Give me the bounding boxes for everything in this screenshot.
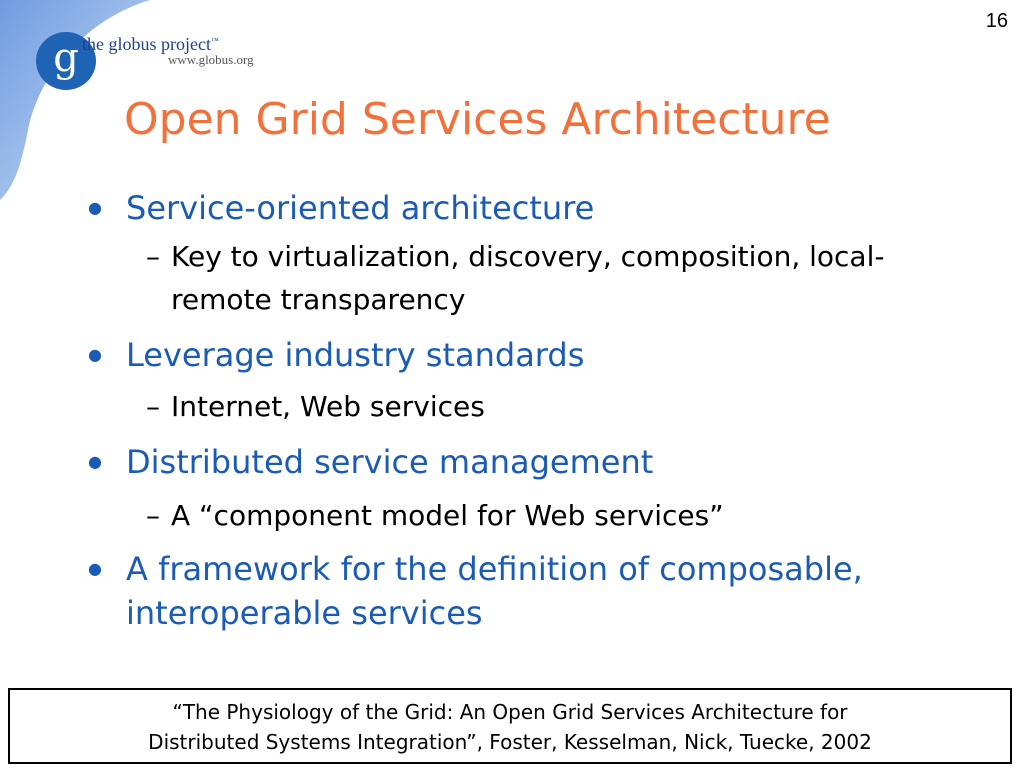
bullet-dot-icon: ● bbox=[88, 452, 102, 471]
bullet-item bbox=[86, 186, 936, 230]
sub-bullet-item bbox=[126, 494, 936, 537]
bullet-item bbox=[86, 333, 936, 377]
dash-icon: – bbox=[146, 240, 160, 273]
citation-line-2: Distributed Systems Integration”, Foster, Kesselman, Nick, Tuecke, 2002 bbox=[148, 730, 872, 754]
sub-bullet-item bbox=[126, 385, 936, 428]
bullet-dot-icon: ● bbox=[88, 345, 102, 364]
slide-number: 16 bbox=[985, 10, 1008, 32]
globus-logo bbox=[36, 30, 276, 92]
logo-trademark: ™ bbox=[210, 36, 219, 45]
bullet-list bbox=[86, 186, 936, 635]
bullet-item bbox=[86, 440, 936, 484]
bullet-text: Service-oriented architecture bbox=[126, 189, 595, 227]
logo-name-text: the globus project bbox=[82, 34, 211, 54]
sub-bullet-text: Internet, Web services bbox=[171, 390, 485, 423]
citation-line-1: “The Physiology of the Grid: An Open Grid Services Architecture for bbox=[172, 700, 848, 724]
bullet-text: Distributed service management bbox=[126, 443, 654, 481]
bullet-item bbox=[86, 547, 936, 635]
slide-title: Open Grid Services Architecture bbox=[124, 94, 831, 145]
dash-icon: – bbox=[146, 390, 160, 423]
bullet-text: A framework for the definition of composable, interoperable services bbox=[126, 550, 863, 632]
sub-bullet-text: A “component model for Web services” bbox=[171, 499, 724, 532]
logo-url: www.globus.org bbox=[168, 52, 254, 67]
bullet-text: Leverage industry standards bbox=[126, 336, 585, 374]
bullet-dot-icon: ● bbox=[88, 198, 102, 217]
sub-bullet-text: Key to virtualization, discovery, composition, local-remote transparency bbox=[171, 240, 885, 316]
dash-icon: – bbox=[146, 499, 160, 532]
globus-logo-icon: g bbox=[36, 32, 96, 90]
citation-box bbox=[8, 688, 1012, 764]
sub-bullet-item bbox=[126, 235, 936, 321]
bullet-dot-icon: ● bbox=[88, 559, 102, 578]
